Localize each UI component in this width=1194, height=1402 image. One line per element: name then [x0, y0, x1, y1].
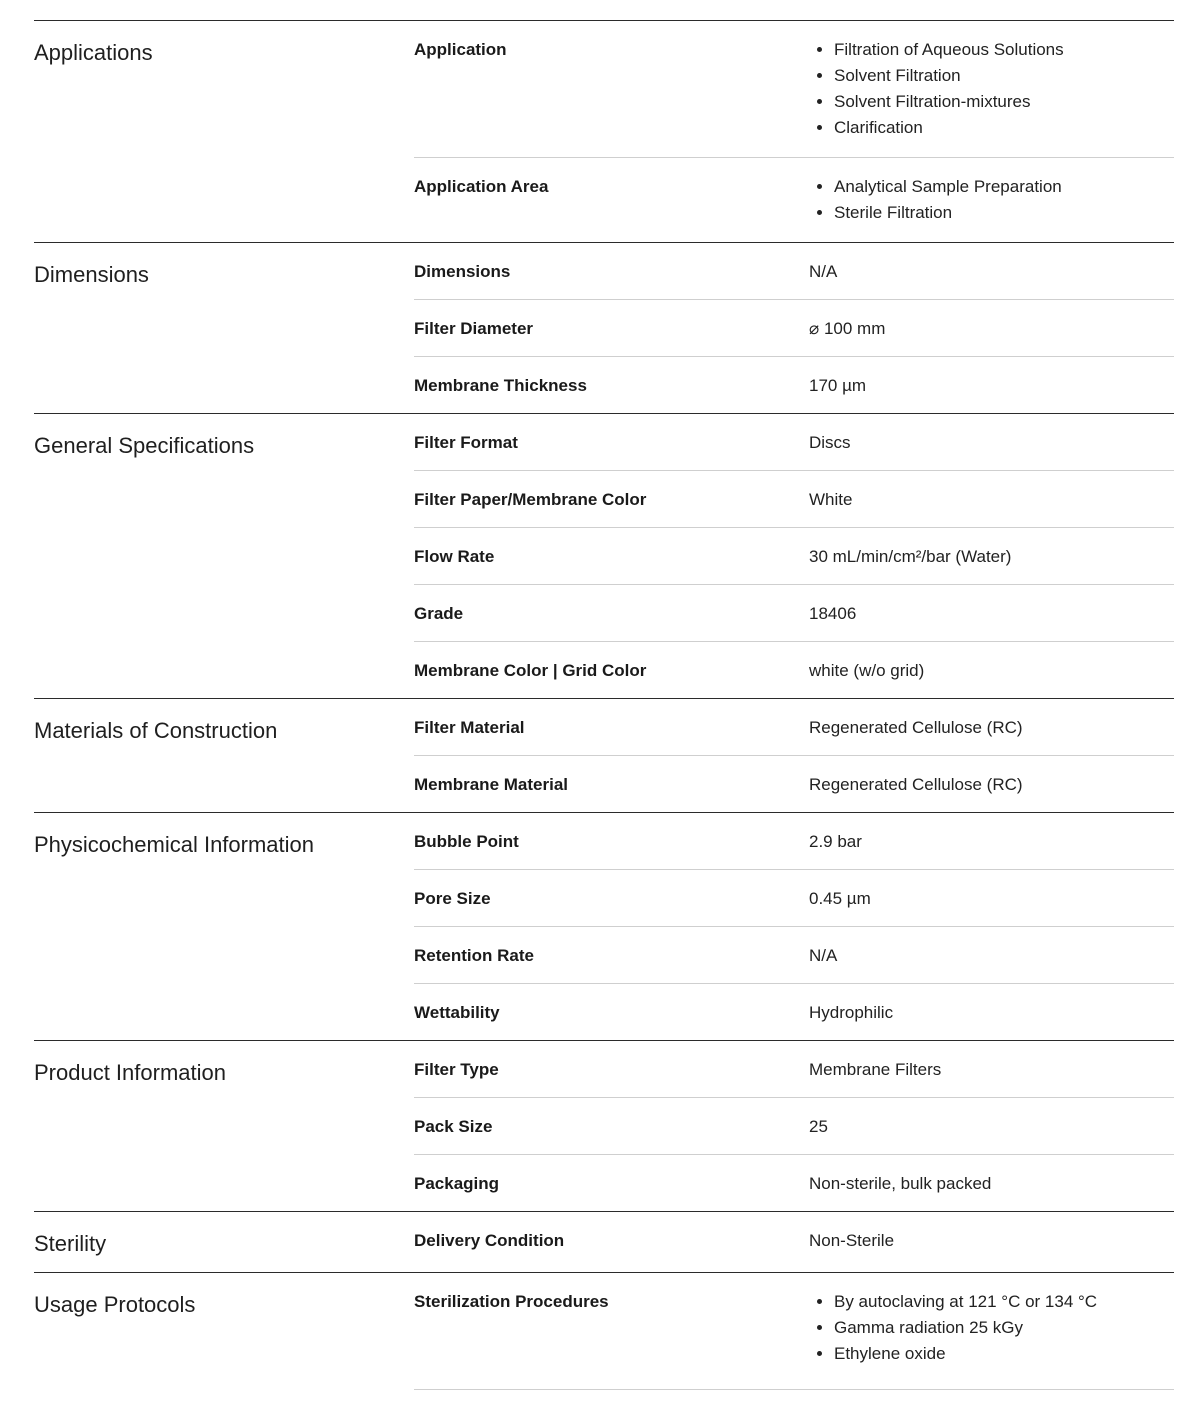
- section-rows: [414, 699, 1174, 812]
- section-title: Sterility: [34, 1231, 107, 1256]
- list-item: • Sterile Filtration: [834, 200, 1174, 226]
- spec-label: Retention Rate: [414, 946, 534, 965]
- spec-row-pack-size: [414, 1097, 1174, 1154]
- section-rows: [414, 1212, 1174, 1272]
- spec-row-bubble-point: [414, 813, 1174, 869]
- spec-label: Filter Material: [414, 718, 525, 737]
- spec-row-filter-material: [414, 699, 1174, 755]
- specifications-table: [34, 20, 1174, 1390]
- spec-value: 30 mL/min/cm²/bar (Water): [809, 547, 1012, 566]
- section-title: Physicochemical Information: [34, 832, 315, 857]
- list-item: • Clarification: [834, 115, 1174, 141]
- spec-value: N/A: [809, 262, 838, 281]
- spec-label: Membrane Color | Grid Color: [414, 661, 647, 680]
- section-rows: [414, 1041, 1174, 1211]
- spec-label: Grade: [414, 604, 464, 623]
- section-rows: [414, 21, 1174, 242]
- list-item: • Gamma radiation 25 kGy: [834, 1315, 1174, 1341]
- section-dimensions: [34, 242, 1174, 413]
- list-item: • Solvent Filtration: [834, 63, 1174, 89]
- section-title: Materials of Construction: [34, 718, 278, 743]
- list-item: • Analytical Sample Preparation: [834, 174, 1174, 200]
- spec-value: N/A: [809, 946, 838, 965]
- spec-label: Bubble Point: [414, 832, 519, 851]
- spec-value: [809, 158, 1174, 242]
- spec-value: 25: [809, 1117, 828, 1136]
- section-product-information: [34, 1040, 1174, 1211]
- spec-value: ⌀ 100 mm: [809, 319, 886, 338]
- section-usage-protocols: [34, 1272, 1174, 1390]
- spec-value-list: [809, 37, 1174, 141]
- spec-value: 2.9 bar: [809, 832, 862, 851]
- spec-label: Filter Diameter: [414, 319, 534, 338]
- spec-row-application-area: [414, 157, 1174, 242]
- spec-row-filter-type: [414, 1041, 1174, 1097]
- spec-value: 170 µm: [809, 376, 867, 395]
- spec-row-sterilization-procedures: [414, 1273, 1174, 1390]
- spec-row-flow-rate: [414, 527, 1174, 584]
- spec-value: Regenerated Cellulose (RC): [809, 775, 1023, 794]
- list-item: • Filtration of Aqueous Solutions: [834, 37, 1174, 63]
- spec-label: Wettability: [414, 1003, 500, 1022]
- spec-value: White: [809, 490, 853, 509]
- spec-label: Filter Paper/Membrane Color: [414, 490, 647, 509]
- section-rows: [414, 1273, 1174, 1390]
- section-applications: [34, 20, 1174, 242]
- section-title: Usage Protocols: [34, 1292, 196, 1317]
- spec-label: Flow Rate: [414, 547, 495, 566]
- spec-row-filter-format: [414, 414, 1174, 470]
- section-sterility: [34, 1211, 1174, 1272]
- spec-value: Non-Sterile: [809, 1231, 895, 1250]
- spec-row-grade: [414, 584, 1174, 641]
- spec-row-application: [414, 21, 1174, 157]
- spec-value: Membrane Filters: [809, 1060, 942, 1079]
- section-rows: [414, 813, 1174, 1040]
- spec-row-membrane-thickness: [414, 356, 1174, 413]
- section-rows: [414, 414, 1174, 698]
- spec-value-list: [809, 1289, 1174, 1367]
- spec-row-packaging: [414, 1154, 1174, 1211]
- spec-row-filter-color: [414, 470, 1174, 527]
- section-title: Product Information: [34, 1060, 226, 1085]
- spec-value: [809, 21, 1174, 157]
- spec-value: [809, 1273, 1174, 1383]
- spec-label: Packaging: [414, 1174, 500, 1193]
- spec-row-pore-size: [414, 869, 1174, 926]
- spec-label: Filter Format: [414, 433, 518, 452]
- section-title: Dimensions: [34, 262, 149, 287]
- spec-value: 18406: [809, 604, 857, 623]
- spec-label: Dimensions: [414, 262, 511, 281]
- list-item: • By autoclaving at 121 °C or 134 °C: [834, 1289, 1174, 1315]
- spec-row-membrane-material: [414, 755, 1174, 812]
- spec-label: Membrane Thickness: [414, 376, 587, 395]
- spec-value: Regenerated Cellulose (RC): [809, 718, 1023, 737]
- section-physicochemical: [34, 812, 1174, 1040]
- spec-label: Membrane Material: [414, 775, 568, 794]
- spec-value: Discs: [809, 433, 851, 452]
- section-rows: [414, 243, 1174, 413]
- spec-label: Sterilization Procedures: [414, 1292, 609, 1311]
- spec-value: Hydrophilic: [809, 1003, 894, 1022]
- spec-label: Pore Size: [414, 889, 491, 908]
- spec-row-membrane-grid-color: [414, 641, 1174, 698]
- list-item: • Solvent Filtration-mixtures: [834, 89, 1174, 115]
- section-materials: [34, 698, 1174, 812]
- section-general-specifications: [34, 413, 1174, 698]
- spec-value: Non-sterile, bulk packed: [809, 1174, 992, 1193]
- spec-label: Filter Type: [414, 1060, 499, 1079]
- spec-label: Application Area: [414, 177, 549, 196]
- spec-row-filter-diameter: [414, 299, 1174, 356]
- spec-label: Delivery Condition: [414, 1231, 565, 1250]
- spec-value: 0.45 µm: [809, 889, 871, 908]
- spec-value: white (w/o grid): [809, 661, 925, 680]
- list-item: • Ethylene oxide: [834, 1341, 1174, 1367]
- spec-value-list: [809, 174, 1174, 226]
- spec-row-dimensions: [414, 243, 1174, 299]
- spec-row-retention-rate: [414, 926, 1174, 983]
- section-title: General Specifications: [34, 433, 255, 458]
- spec-label: Pack Size: [414, 1117, 493, 1136]
- spec-row-wettability: [414, 983, 1174, 1040]
- spec-row-delivery-condition: [414, 1212, 1174, 1272]
- spec-label: Application: [414, 40, 507, 59]
- section-title: Applications: [34, 40, 153, 65]
